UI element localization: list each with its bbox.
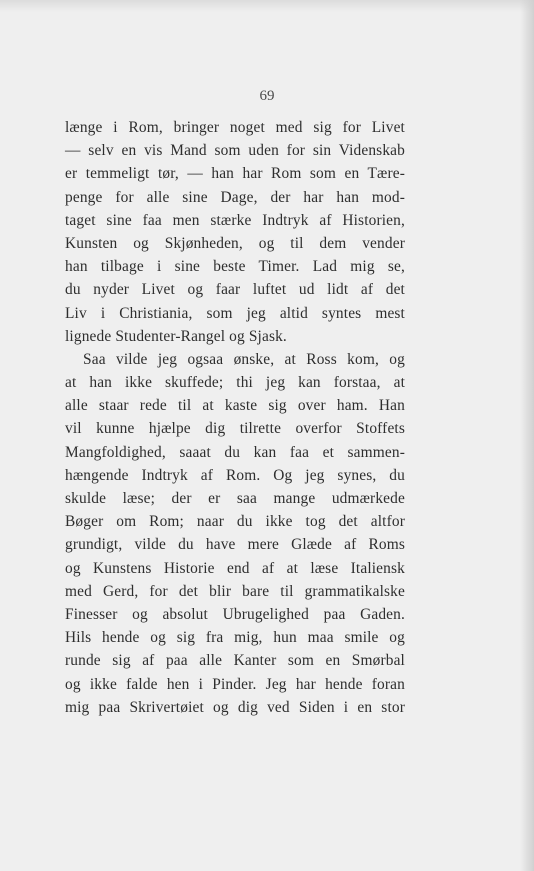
text-line: Liv i Christiania, som jeg altid syntes mest	[65, 304, 405, 322]
text-line: Hils hende og sig fra mig, hun maa smile og	[65, 629, 405, 647]
text-line: han tilbage i sine beste Timer. Lad mig se,	[65, 258, 405, 276]
text-line: — selv en vis Mand som uden for sin Videnskab	[65, 142, 405, 160]
text-line: Finesser og absolut Ubrugelighed paa Gaden.	[65, 605, 405, 623]
page-top-shadow	[0, 0, 534, 12]
text-line: taget sine faa men stærke Indtryk af Historien,	[65, 211, 405, 229]
text-line: og ikke falde hen i Pinder. Jeg har hende foran	[65, 675, 405, 693]
text-line: vil kunne hjælpe dig tilrette overfor Stoffets	[65, 420, 405, 438]
text-line: længe i Rom, bringer noget med sig for Livet	[65, 119, 405, 136]
text-line: du nyder Livet og faar luftet ud lidt af det	[65, 281, 405, 299]
text-line: med Gerd, for det blir bare til grammatikalske	[65, 582, 405, 600]
text-line: og Kunstens Historie end af at læse Italiensk	[65, 559, 405, 577]
text-line: er temmeligt tør, — han har Rom som en Tære-	[65, 165, 405, 183]
text-line: penge for alle sine Dage, der har han mod-	[65, 188, 405, 206]
text-line: Kunsten og Skjønheden, og til dem vender	[65, 234, 405, 252]
body-text	[65, 116, 405, 719]
text-line: grundigt, vilde du have mere Glæde af Roms	[65, 536, 405, 554]
text-line: runde sig af paa alle Kanter som en Smørbal	[65, 652, 405, 670]
text-line: skulde læse; der er saa mange udmærkede	[65, 490, 405, 507]
text-line: mig paa Skrivertøiet og dig ved Siden i en stor	[65, 698, 405, 716]
text-line: hængende Indtryk af Rom. Og jeg synes, du	[65, 466, 405, 484]
text-line: at han ikke skuffede; thi jeg kan forstaa, at	[65, 374, 405, 392]
text-line: alle staar rede til at kaste sig over ham. Han	[65, 397, 405, 415]
page-right-shadow	[520, 0, 534, 871]
text-line: Saa vilde jeg ogsaa ønske, at Ross kom, og	[83, 350, 405, 368]
text-line: Bøger om Rom; naar du ikke tog det altfor	[65, 513, 405, 531]
page-number: 69	[259, 88, 275, 104]
text-line: Mangfoldighed, saaat du kan faa et sammen-	[65, 443, 405, 461]
text-line: lignede Studenter-Rangel og Sjask.	[65, 327, 287, 345]
